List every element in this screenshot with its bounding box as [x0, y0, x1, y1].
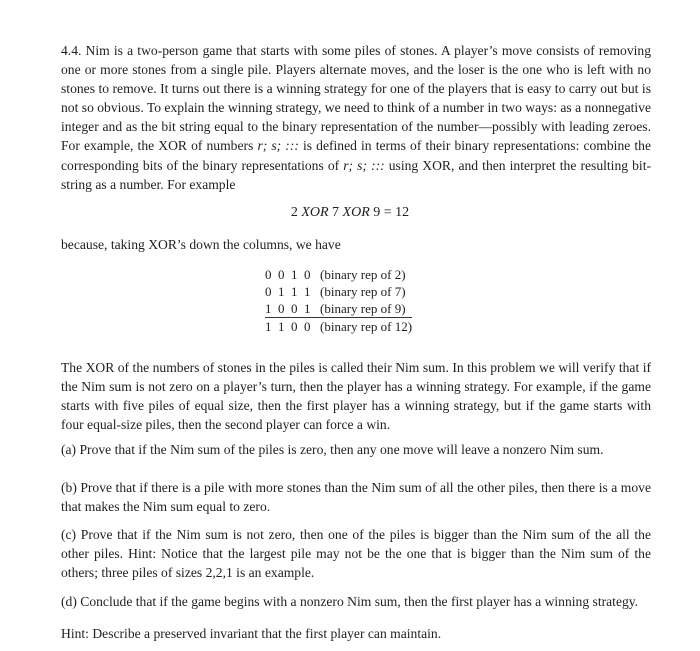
- row-label: (binary rep of 9): [317, 300, 412, 318]
- bit-cell: 1: [265, 300, 278, 318]
- bit-cell: 1: [278, 319, 285, 334]
- because-line: because, taking XOR’s down the columns, we have: [61, 237, 341, 252]
- bit-cell: 1: [291, 284, 298, 299]
- bit-cell: 1: [278, 284, 285, 299]
- part-d: (d) Conclude that if the game begins with a nonzero Nim sum, then the first player has a winning strategy.: [61, 594, 639, 609]
- hint-line: Hint: Describe a preserved invariant that the first player can maintain.: [61, 626, 442, 641]
- equation-result: 12: [395, 205, 410, 220]
- bit-cell: 0: [265, 284, 272, 299]
- bit-cell: 0: [291, 319, 298, 334]
- equation-operator-2: XOR: [342, 205, 370, 220]
- bit-cell: 1: [304, 284, 311, 299]
- equation-operand-a: 2: [290, 205, 298, 220]
- bit-cell: 1: [265, 319, 272, 334]
- equation-equals: =: [383, 205, 392, 220]
- bit-cell: 0: [278, 300, 291, 318]
- equation-operand-b: 7: [332, 205, 340, 220]
- bit-cell: 0: [265, 267, 272, 282]
- equation-operand-c: 9: [373, 205, 381, 220]
- part-b: (b) Prove that if there is a pile with more stones than the Nim sum of all the other piles, then there is a move that makes the Nim sum equal to zero.: [61, 480, 651, 515]
- intro-text-part-1: 4.4. Nim is a two-person game that starts with some piles of stones. A player’s move consists of removing one or more stones from a single pile. Players alternate moves, and the loser is the one who is left with no stones to remove. It turns out there is a winning strategy for one of the players that is easy to carry out but is not so obvious. To explain the winning strategy, we need to think of a number in two ways: as a nonnegative integer and as the bit string equal to the binary representation of the number—possibly with leading zeroes. For example, the XOR of numbers: [61, 43, 651, 154]
- intro-variables-1: r; s; :::: [257, 138, 299, 154]
- intro-variables-2: r; s; :::: [343, 157, 385, 173]
- part-c: (c) Prove that if the Nim sum is not zero, then one of the piles is bigger than the Nim sum of the all the other piles. Hint: Notice that the largest pile may not be the one that is bigger than the Nim sum of the others; three piles of sizes 2,2,1 is an example.: [61, 527, 651, 581]
- table-row: [265, 300, 412, 318]
- bit-cell: 0: [304, 319, 311, 334]
- equation-operator-1: XOR: [301, 205, 329, 220]
- xor-equation: [0, 203, 700, 222]
- part-a: (a) Prove that if the Nim sum of the piles is zero, then any one move will leave a nonzero Nim sum.: [61, 442, 604, 457]
- bit-cell: 0: [291, 300, 304, 318]
- table-row: [265, 283, 412, 300]
- bit-cell: 0: [304, 267, 311, 282]
- bit-cell: 1: [304, 300, 317, 318]
- table-row: [265, 318, 412, 336]
- row-label: (binary rep of 12): [320, 319, 413, 334]
- row-label: (binary rep of 2): [320, 267, 406, 282]
- row-label: (binary rep of 7): [320, 284, 406, 299]
- table-row: [265, 266, 412, 283]
- intro-text-part-2: is defined in terms of their binary representations: combine the corresponding bits of the binary representations of: [61, 138, 652, 173]
- problem-intro-paragraph: [61, 41, 651, 194]
- bit-cell: 0: [278, 267, 285, 282]
- nim-sum-paragraph: The XOR of the numbers of stones in the piles is called their Nim sum. In this problem we will verify that if the Nim sum is not zero on a player’s turn, then the player has a winning strategy. For example, if the game starts with five piles of equal size, then the first player has a winning strategy, but if the game starts with four equal-size piles, then the second player can force a win.: [61, 360, 651, 433]
- intro-text-part-3: using XOR, and then interpret the resulting bit-string as a number. For example: [61, 157, 652, 192]
- binary-xor-table: [265, 266, 412, 335]
- bit-cell: 1: [291, 267, 298, 282]
